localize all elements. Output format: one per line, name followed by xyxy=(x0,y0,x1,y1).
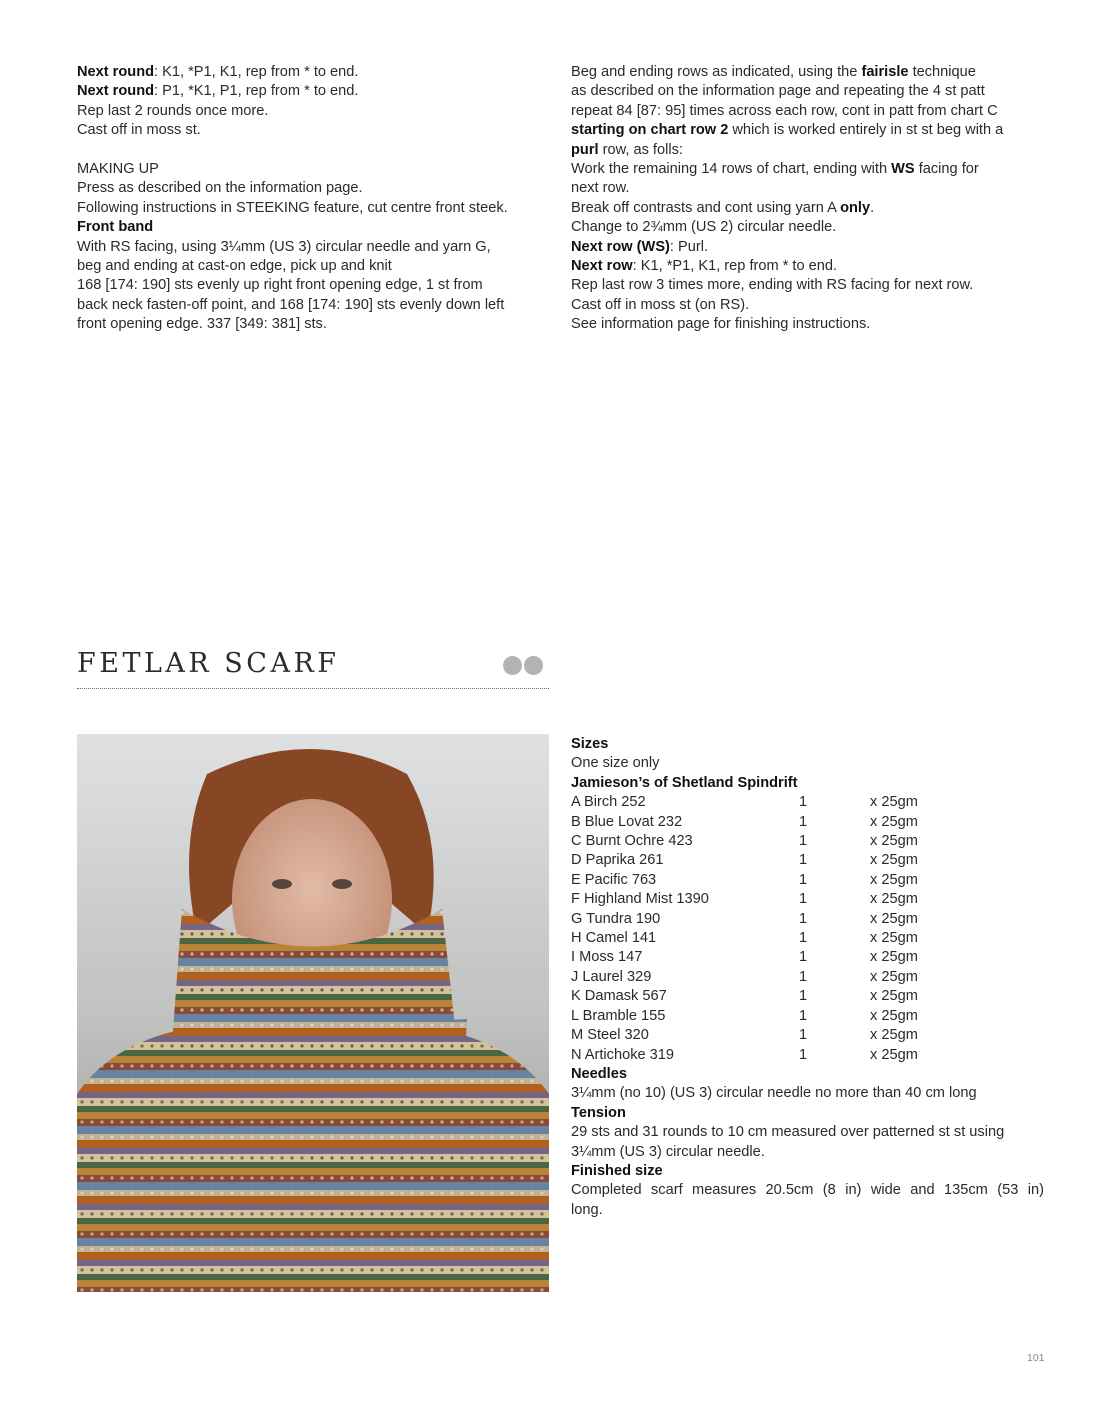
yarn-quantity: 1 xyxy=(799,1007,808,1024)
yarn-quantity: 1 xyxy=(799,871,808,888)
page-number: 101 xyxy=(1027,1352,1045,1364)
yarn-name: B Blue Lovat 232 xyxy=(571,813,683,830)
instruction-line: purl row, as folls: xyxy=(571,141,683,158)
rating-dot-icon xyxy=(524,656,543,675)
yarn-row xyxy=(571,1046,1044,1065)
finished-size-text: long. xyxy=(571,1201,603,1218)
yarn-row xyxy=(571,968,1044,987)
yarn-name: G Tundra 190 xyxy=(571,910,661,927)
yarn-quantity: 1 xyxy=(799,949,808,966)
instruction-line: Next round: P1, *K1, P1, rep from * to end. xyxy=(77,83,359,100)
yarn-row xyxy=(571,929,1044,948)
yarn-weight: x 25gm xyxy=(870,930,918,947)
yarn-weight: x 25gm xyxy=(870,988,918,1005)
yarn-weight: x 25gm xyxy=(870,871,918,888)
yarn-name: N Artichoke 319 xyxy=(571,1046,675,1063)
yarn-name: I Moss 147 xyxy=(571,949,643,966)
instruction-line: Work the remaining 14 rows of chart, ending with WS facing for xyxy=(571,161,979,178)
title-divider xyxy=(77,688,549,689)
yarn-name: L Bramble 155 xyxy=(571,1007,666,1024)
yarn-name: D Paprika 261 xyxy=(571,852,664,869)
yarn-quantity: 1 xyxy=(799,968,808,985)
yarn-quantity: 1 xyxy=(799,1046,808,1063)
pattern-specifications xyxy=(571,735,1044,1220)
instruction-line: back neck fasten-off point, and 168 [174: 190] sts evenly down left xyxy=(77,296,505,313)
instruction-line: Rep last 2 rounds once more. xyxy=(77,102,269,119)
yarn-row xyxy=(571,1026,1044,1045)
yarn-name: C Burnt Ochre 423 xyxy=(571,833,693,850)
instruction-line: Break off contrasts and cont using yarn A only. xyxy=(571,199,875,216)
rating-dot-icon xyxy=(503,656,522,675)
yarn-weight: x 25gm xyxy=(870,794,918,811)
sizes-heading: Sizes xyxy=(571,736,609,752)
yarn-weight: x 25gm xyxy=(870,910,918,927)
difficulty-rating xyxy=(503,656,545,680)
yarn-heading: Jamieson’s of Shetland Spindrift xyxy=(571,774,798,791)
left-text-column xyxy=(77,63,552,335)
yarn-weight: x 25gm xyxy=(870,813,918,830)
yarn-weight: x 25gm xyxy=(870,1046,918,1063)
yarn-quantity: 1 xyxy=(799,988,808,1005)
pattern-title: FETLAR SCARF xyxy=(77,648,340,679)
tension-text: 29 sts and 31 rounds to 10 cm measured over patterned st st using xyxy=(571,1124,1005,1141)
yarn-row xyxy=(571,871,1044,890)
instruction-line: front opening edge. 337 [349: 381] sts. xyxy=(77,316,327,333)
yarn-quantity: 1 xyxy=(799,1027,808,1044)
instruction-line: 168 [174: 190] sts evenly up right front opening edge, 1 st from xyxy=(77,277,483,294)
yarn-list xyxy=(571,793,1044,1065)
yarn-name: K Damask 567 xyxy=(571,988,667,1005)
needles-text: 3¼mm (no 10) (US 3) circular needle no more than 40 cm long xyxy=(571,1085,977,1102)
instruction-line: Next row: K1, *P1, K1, rep from * to end. xyxy=(571,258,838,275)
yarn-name: F Highland Mist 1390 xyxy=(571,891,709,908)
instruction-line: Cast off in moss st (on RS). xyxy=(571,296,750,313)
instruction-line: Beg and ending rows as indicated, using the fairisle technique xyxy=(571,64,976,80)
instruction-line: With RS facing, using 3¼mm (US 3) circular needle and yarn G, xyxy=(77,238,491,255)
yarn-name: E Pacific 763 xyxy=(571,871,657,888)
yarn-quantity: 1 xyxy=(799,910,808,927)
model-photo xyxy=(77,734,549,1292)
sizes-text: One size only xyxy=(571,755,660,772)
instruction-line: Press as described on the information page. xyxy=(77,180,363,197)
instruction-line: as described on the information page and repeating the 4 st patt xyxy=(571,83,985,100)
yarn-weight: x 25gm xyxy=(870,891,918,908)
yarn-quantity: 1 xyxy=(799,833,808,850)
yarn-weight: x 25gm xyxy=(870,1027,918,1044)
instruction-line: beg and ending at cast-on edge, pick up and knit xyxy=(77,258,392,275)
making-up-heading: MAKING UP xyxy=(77,161,159,178)
needles-heading: Needles xyxy=(571,1065,627,1082)
yarn-name: M Steel 320 xyxy=(571,1027,649,1044)
yarn-row xyxy=(571,910,1044,929)
yarn-weight: x 25gm xyxy=(870,968,918,985)
instruction-line: repeat 84 [87: 95] times across each row, cont in patt from chart C xyxy=(571,102,998,119)
yarn-quantity: 1 xyxy=(799,891,808,908)
front-band-heading: Front band xyxy=(77,219,154,236)
instruction-line: Following instructions in STEEKING feature, cut centre front steek. xyxy=(77,199,508,216)
instruction-line: Next row (WS): Purl. xyxy=(571,238,709,255)
yarn-weight: x 25gm xyxy=(870,852,918,869)
yarn-weight: x 25gm xyxy=(870,833,918,850)
instruction-line: Cast off in moss st. xyxy=(77,122,201,139)
yarn-row xyxy=(571,851,1044,870)
yarn-name: J Laurel 329 xyxy=(571,968,652,985)
yarn-row xyxy=(571,793,1044,812)
instruction-line: starting on chart row 2 which is worked entirely in st st beg with a xyxy=(571,122,1004,139)
yarn-row xyxy=(571,832,1044,851)
right-text-column xyxy=(571,63,1046,335)
yarn-quantity: 1 xyxy=(799,794,808,811)
finished-size-text: Completed scarf measures 20.5cm (8 in) wide and 135cm (53 in) xyxy=(571,1182,1044,1199)
instruction-line: Next round: K1, *P1, K1, rep from * to end. xyxy=(77,64,359,80)
tension-text: 3¼mm (US 3) circular needle. xyxy=(571,1143,765,1160)
yarn-row xyxy=(571,813,1044,832)
yarn-quantity: 1 xyxy=(799,852,808,869)
instruction-line: next row. xyxy=(571,180,630,197)
yarn-name: H Camel 141 xyxy=(571,930,657,947)
yarn-name: A Birch 252 xyxy=(571,794,646,811)
instruction-line: Rep last row 3 times more, ending with RS facing for next row. xyxy=(571,277,974,294)
yarn-row xyxy=(571,948,1044,967)
yarn-quantity: 1 xyxy=(799,930,808,947)
instruction-line: Change to 2¾mm (US 2) circular needle. xyxy=(571,219,837,236)
yarn-row xyxy=(571,890,1044,909)
yarn-row xyxy=(571,1007,1044,1026)
finished-size-heading: Finished size xyxy=(571,1162,663,1179)
tension-heading: Tension xyxy=(571,1104,626,1121)
instruction-line: See information page for finishing instructions. xyxy=(571,316,871,333)
yarn-quantity: 1 xyxy=(799,813,808,830)
yarn-weight: x 25gm xyxy=(870,949,918,966)
yarn-row xyxy=(571,987,1044,1006)
yarn-weight: x 25gm xyxy=(870,1007,918,1024)
